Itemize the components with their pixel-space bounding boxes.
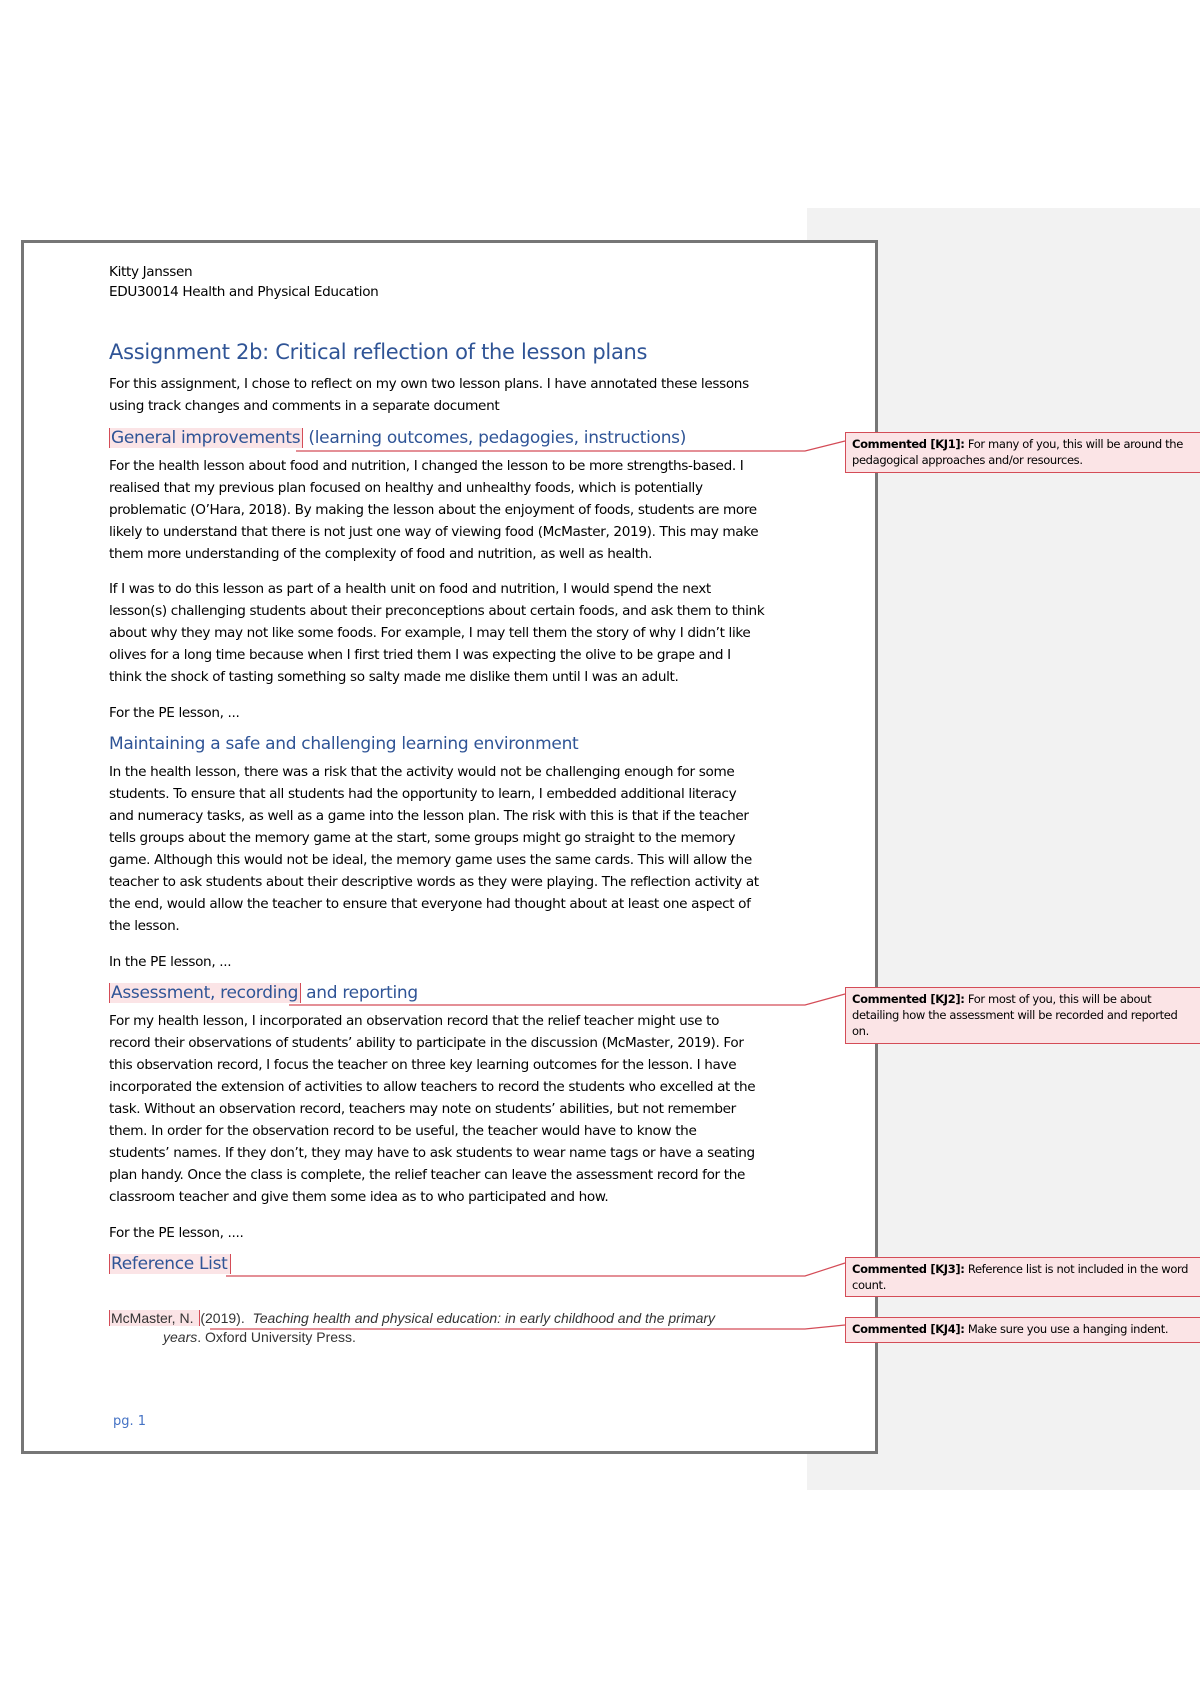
text-line: the lesson.: [109, 918, 180, 934]
comment-text: Reference list is not included in the word count.: [852, 1262, 1189, 1292]
comment-kj4[interactable]: [845, 1317, 1200, 1343]
text-line: classroom teacher and give them some idea as to who participated and how.: [109, 1189, 609, 1205]
heading-subtitle: and reporting: [301, 983, 418, 1003]
page-title: Assignment 2b: Critical reflection of the lesson plans: [109, 340, 648, 364]
comment-anchor-kj2[interactable]: Assessment, recording: [109, 983, 301, 1003]
section1-paragraph-1: [109, 455, 799, 565]
text-line: record their observations of students’ ability to participate in the discussion (McMaster, 2019). For: [109, 1035, 744, 1051]
comment-kj1[interactable]: [845, 432, 1200, 473]
section2-paragraph-1: [109, 761, 799, 937]
text-line: For the health lesson about food and nutrition, I changed the lesson to be more strengths-based. I: [109, 458, 744, 474]
text-line: In the health lesson, there was a risk that the activity would not be challenging enough for some: [109, 764, 735, 780]
text-line: realised that my previous plan focused on healthy and unhealthy foods, which is potentially: [109, 480, 703, 496]
reference-title: Teaching health and physical education: in early childhood and the primary: [252, 1310, 716, 1326]
comment-label: Commented [KJ4]:: [852, 1322, 965, 1336]
section2-pe-placeholder: In the PE lesson, ...: [109, 954, 232, 970]
text-line: about why they may not like some foods. For example, I may tell them the story of why I didn’t like: [109, 625, 751, 641]
course-code: EDU30014 Health and Physical Education: [109, 284, 379, 300]
text-line: and numeracy tasks, as well as a game into the lesson plan. The risk with this is that if the teacher: [109, 808, 749, 824]
section3-paragraph-1: [109, 1010, 799, 1208]
text-line: For this assignment, I chose to reflect on my own two lesson plans. I have annotated these lessons: [109, 376, 749, 392]
heading-subtitle: (learning outcomes, pedagogies, instructions): [303, 428, 687, 448]
text-line: think the shock of tasting something so salty made me dislike them until I was an adult.: [109, 669, 679, 685]
section1-paragraph-2: [109, 578, 799, 688]
reference-entry: [109, 1310, 715, 1326]
comment-label: Commented [KJ2]:: [852, 992, 965, 1006]
text-line: the end, would allow the teacher to ensure that everyone had thought about at least one aspect of: [109, 896, 751, 912]
text-line: this observation record, I focus the teacher on three key learning outcomes for the lesson. I have: [109, 1057, 737, 1073]
reference-title-continued: years: [163, 1329, 198, 1345]
section-heading-assessment: [109, 983, 418, 1003]
comment-kj2[interactable]: [845, 987, 1200, 1044]
text-line: game. Although this would not be ideal, the memory game uses the same cards. This will allow the: [109, 852, 752, 868]
text-line: If I was to do this lesson as part of a health unit on food and nutrition, I would spend the next: [109, 581, 711, 597]
text-line: olives for a long time because when I first tried them I was expecting the olive to be grape and I: [109, 647, 731, 663]
text-line: incorporated the extension of activities to allow teachers to record the students who excelled at the: [109, 1079, 756, 1095]
comment-kj3[interactable]: [845, 1257, 1200, 1297]
text-line: them. In order for the observation record to be useful, the teacher would have to know the: [109, 1123, 697, 1139]
text-line: them more understanding of the complexity of food and nutrition, as well as health.: [109, 546, 653, 562]
text-line: students. To ensure that all students had the opportunity to learn, I embedded additional literacy: [109, 786, 737, 802]
comment-anchor-kj1[interactable]: General improvements: [109, 428, 303, 448]
author-name: Kitty Janssen: [109, 264, 193, 280]
text-line: teacher to ask students about their descriptive words as they were playing. The reflection activity at: [109, 874, 759, 890]
text-line: plan handy. Once the class is complete, the relief teacher can leave the assessment record for the: [109, 1167, 746, 1183]
comment-label: Commented [KJ3]:: [852, 1262, 965, 1276]
section-heading-safe-environment: Maintaining a safe and challenging learning environment: [109, 734, 579, 754]
section3-pe-placeholder: For the PE lesson, ....: [109, 1225, 244, 1241]
text-line: using track changes and comments in a separate document: [109, 398, 500, 414]
reference-entry-continued: [163, 1329, 356, 1345]
reference-list-heading: [109, 1254, 231, 1274]
section1-pe-placeholder: For the PE lesson, ...: [109, 705, 240, 721]
text-line: task. Without an observation record, teachers may note on students’ abilities, but not remember: [109, 1101, 736, 1117]
comment-text: For most of you, this will be about detailing how the assessment will be recorded and reported on.: [852, 992, 1178, 1038]
text-line: tells groups about the memory game at the start, some groups might go straight to the memory: [109, 830, 736, 846]
intro-paragraph: [109, 373, 799, 417]
comment-text: Make sure you use a hanging indent.: [964, 1322, 1169, 1336]
comment-label: Commented [KJ1]:: [852, 437, 965, 451]
comment-anchor-kj4[interactable]: McMaster, N.: [109, 1310, 200, 1326]
text-line: students’ names. If they don’t, they may have to ask students to wear name tags or have a seating: [109, 1145, 755, 1161]
text-line: For my health lesson, I incorporated an observation record that the relief teacher might use to: [109, 1013, 720, 1029]
comment-anchor-kj3[interactable]: Reference List: [109, 1254, 231, 1274]
text-line: likely to understand that there is not just one way of viewing food (McMaster, 2019). This may make: [109, 524, 759, 540]
section-heading-general-improvements: [109, 428, 686, 448]
text-line: lesson(s) challenging students about their preconceptions about certain foods, and ask them to think: [109, 603, 765, 619]
reference-publisher: . Oxford University Press.: [197, 1329, 356, 1345]
comment-text: For many of you, this will be around the pedagogical approaches and/or resources.: [852, 437, 1183, 467]
reference-year: (2019).: [200, 1310, 249, 1326]
page-number: pg. 1: [113, 1414, 147, 1429]
text-line: problematic (O’Hara, 2018). By making the lesson about the enjoyment of foods, students are more: [109, 502, 757, 518]
